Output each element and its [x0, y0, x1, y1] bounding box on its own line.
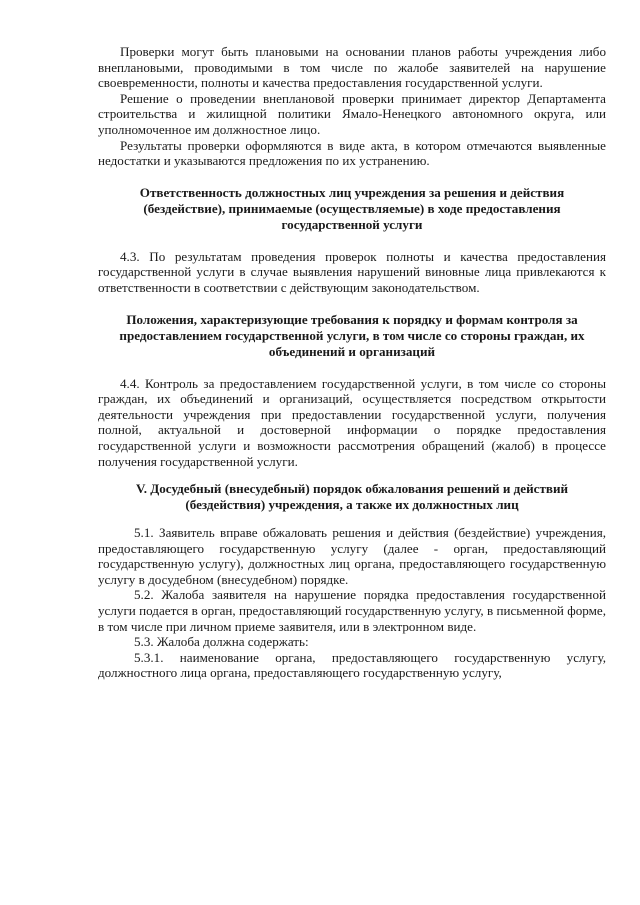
paragraph-4-3: 4.3. По результатам проведения проверок полноты и качества предоставления государственной услуги в случае выявления нарушений виновные лица привлекаются к ответственности в соответствии с действующим законодательством.: [98, 248, 606, 295]
paragraph-4-4: 4.4. Контроль за предоставлением государственной услуги, в том числе со стороны граждан, их объединений и организаций, осуществляется посредством открытости деятельности учреждения при предоставлении государственной услуги, получения полной, актуальной и достоверной информации о порядке предоставления государственной услуги и возможности рассмотрения обращений (жалоб) в процессе получения государственной услуги.: [98, 375, 606, 469]
heading-control-requirements: Положения, характеризующие требования к порядку и формам контроля за предоставлением государственной услуги, в том числе со стороны граждан, их объединений и организаций: [119, 311, 585, 359]
paragraph-inspections-types: Проверки могут быть плановыми на основании планов работы учреждения либо внеплановыми, проводимыми в том числе по жалобе заявителей на нарушение своевременности, полноты и качества предоставления государственной услуги.: [98, 44, 606, 91]
paragraph-5-3: 5.3. Жалоба должна содержать:: [134, 634, 309, 650]
document-page: [98, 44, 606, 681]
paragraph-unscheduled-decision: Решение о проведении внеплановой проверки принимает директор Департамента строительства и жилищной политики Ямало-Ненецкого автономного округа, или уполномоченное им должностное лицо.: [98, 90, 606, 137]
paragraph-5-3-1: 5.3.1. наименование органа, предоставляющего государственную услугу, должностного лица органа, предоставляющего государственную услугу,: [98, 649, 606, 681]
heading-officials-responsibility: Ответственность должностных лиц учреждения за решения и действия (бездействие), принимаемые (осуществляемые) в ходе предоставления государственной услуги: [139, 184, 565, 232]
paragraph-inspection-results: Результаты проверки оформляются в виде акта, в котором отмечаются выявленные недостатки и указываются предложения по их устранению.: [98, 137, 606, 169]
paragraph-5-2: 5.2. Жалоба заявителя на нарушение порядка предоставления государственной услуги подается в орган, предоставляющий государственную услугу, в письменной форме, в том числе при личном приеме заявителя, или в электронном виде.: [98, 587, 606, 634]
heading-section-v: V. Досудебный (внесудебный) порядок обжалования решений и действий (бездействия) учреждения, а также их должностных лиц: [135, 481, 569, 513]
paragraph-5-1: 5.1. Заявитель вправе обжаловать решения и действия (бездействие) учреждения, предоставляющего государственную услугу (далее - орган, предоставляющий государственную услугу), должностных лиц органа, предоставляющего государственную услугу в досудебном (внесудебном) порядке.: [98, 525, 606, 587]
